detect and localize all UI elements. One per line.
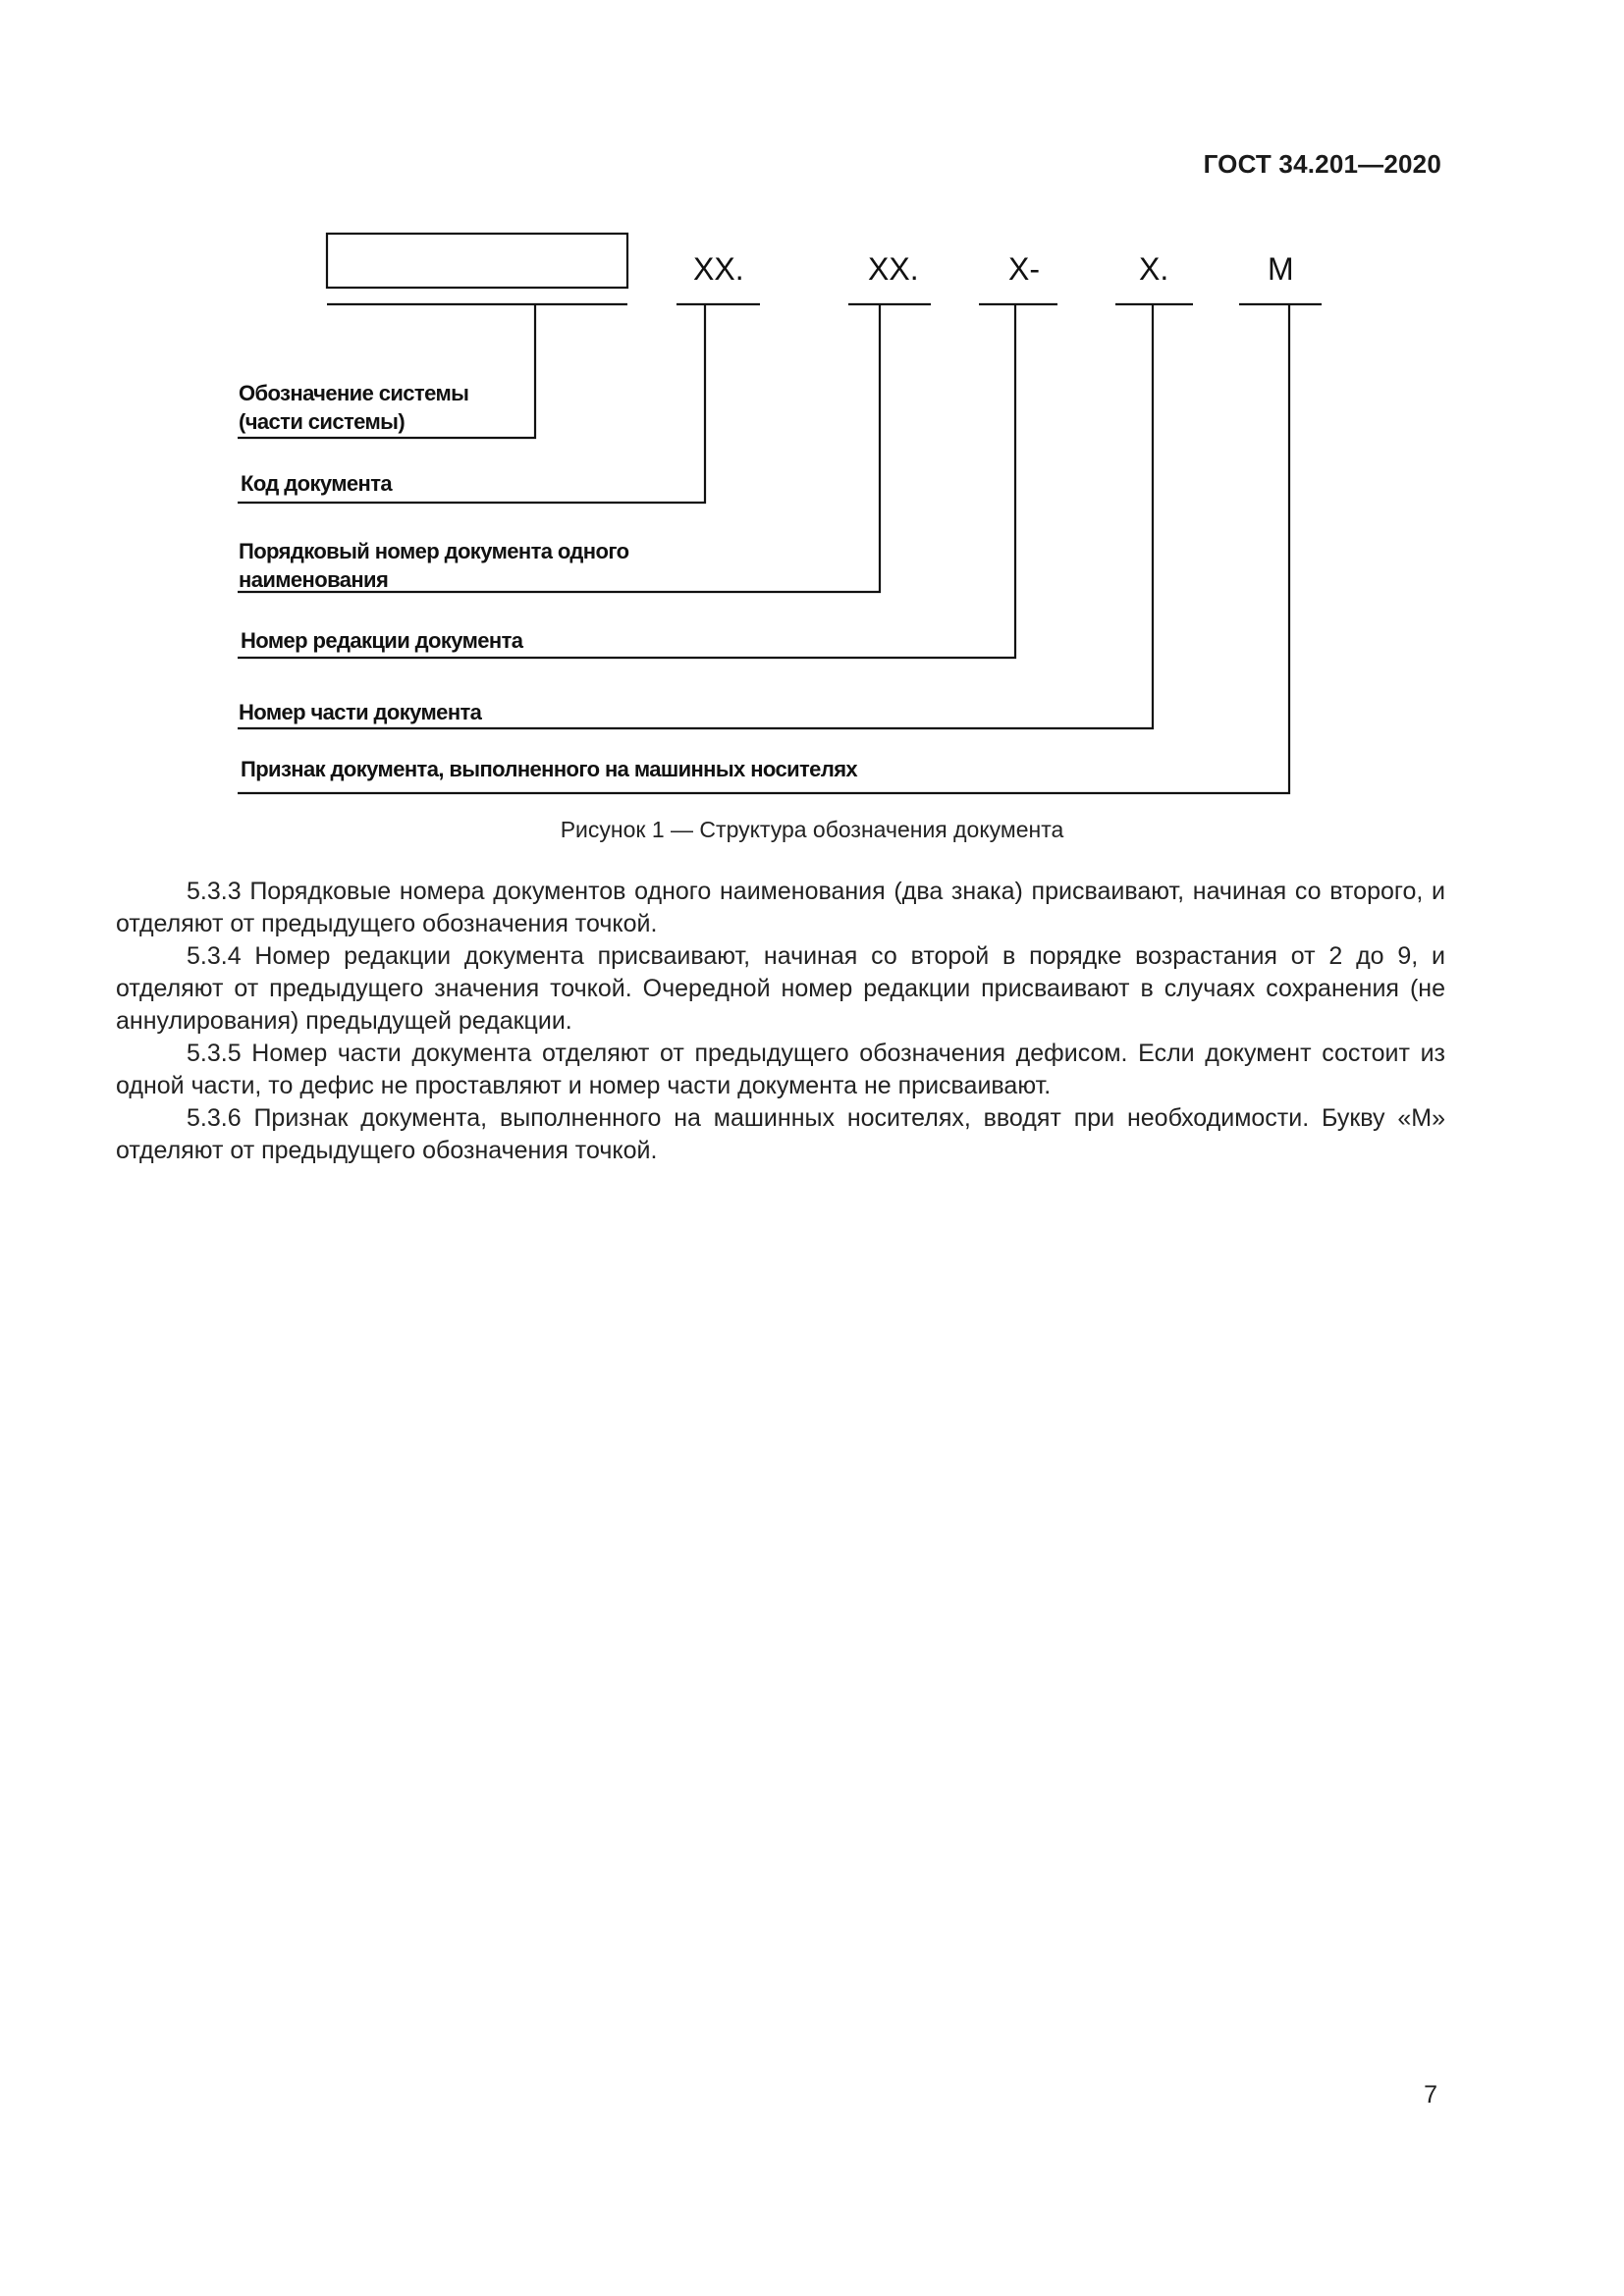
standard-header: ГОСТ 34.201—2020: [1203, 149, 1441, 179]
paragraph-5-3-6: 5.3.6 Признак документа, выполненного на машинных носителях, вводят при необходимости. Букву «М» отделяют от предыдущего обозначения точкой.: [116, 1104, 1445, 1164]
label-system-line2: (части системы): [239, 409, 406, 434]
code-part: X.: [1139, 251, 1169, 287]
label-edition-number: Номер редакции документа: [241, 628, 523, 653]
label-doc-code: Код документа: [241, 471, 393, 496]
code-serial-number: XX.: [868, 251, 919, 287]
label-system-line1: Обозначение системы: [239, 381, 469, 405]
label-serial-line1: Порядковый номер документа одного: [239, 539, 629, 563]
paragraph-5-3-5: 5.3.5 Номер части документа отделяют от предыдущего обозначения дефисом. Если документ состоит из одной части, то дефис не проставляют и номер части документа не присваивают.: [116, 1040, 1445, 1099]
system-designation-box: [327, 234, 627, 288]
label-part-number: Номер части документа: [239, 700, 482, 724]
label-system-designation: [239, 379, 468, 436]
label-serial-number: [239, 537, 628, 594]
paragraph-5-3-4: 5.3.4 Номер редакции документа присваивают, начиная со второй в порядке возрастания от 2 до 9, и отделяют от предыдущего значения точкой. Очередной номер редакции присваивают в случаях сохранения (не аннулирования) предыдущей редакции.: [116, 942, 1445, 1035]
label-serial-line2: наименования: [239, 567, 389, 592]
code-doc-code: XX.: [693, 251, 744, 287]
page-number: 7: [1424, 2081, 1437, 2109]
figure-caption: Рисунок 1 — Структура обозначения документа: [560, 817, 1064, 842]
label-machine-media: Признак документа, выполненного на машинных носителях: [241, 757, 858, 781]
paragraph-5-3-3: 5.3.3 Порядковые номера документов одного наименования (два знака) присваивают, начиная со второго, и отделяют от предыдущего обозначения точкой.: [116, 878, 1445, 937]
designation-structure-figure: [0, 0, 1624, 864]
code-machine-media: M: [1268, 251, 1294, 287]
body-text: [116, 876, 1445, 1167]
code-edition: X-: [1008, 251, 1040, 287]
